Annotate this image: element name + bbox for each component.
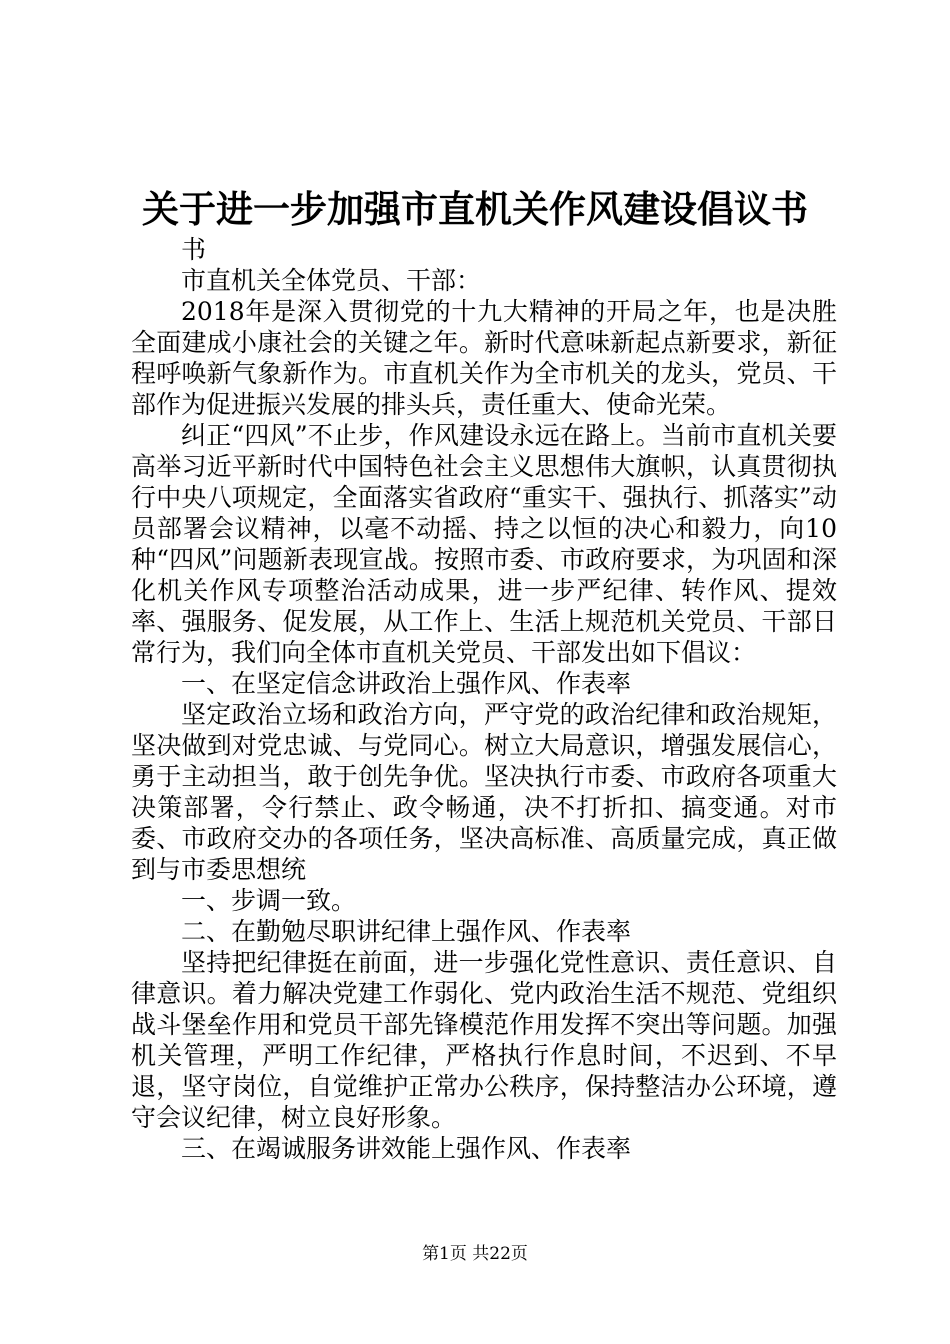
- document-body: [131, 234, 837, 1164]
- paragraph: 坚持把纪律挺在前面，进一步强化党性意识、责任意识、自律意识。着力解决党建工作弱化、党内政治生活不规范、党组织战斗堡垒作用和党员干部先锋模范作用发挥不突出等问题。加强机关管理，严明工作纪律，严格执行作息时间，不迟到、不早退，坚守岗位，自觉维护正常办公秩序，保持整洁办公环境，遵守会议纪律，树立良好形象。: [131, 948, 837, 1132]
- paragraph: 一、步调一致。: [181, 886, 357, 915]
- section-heading: 三、在竭诚服务讲效能上强作风、作表率: [181, 1134, 632, 1163]
- paragraph: 坚定政治立场和政治方向，严守党的政治纪律和政治规矩，坚决做到对党忠诚、与党同心。树立大局意识，增强发展信心，勇于主动担当，敢于创先争优。坚决执行市委、市政府各项重大决策部署，令行禁止、政令畅通，决不打折扣、搞变通。对市委、市政府交办的各项任务，坚决高标准、高质量完成，真正做到与市委思想统: [131, 700, 837, 884]
- paragraph: 2018年是深入贯彻党的十九大精神的开局之年，也是决胜全面建成小康社会的关键之年。新时代意味新起点新要求，新征程呼唤新气象新作为。市直机关作为全市机关的龙头，党员、干部作为促进振兴发展的排头兵，责任重大、使命光荣。: [131, 297, 837, 419]
- paragraph: 纠正“四风”不止步，作风建设永远在路上。当前市直机关要高举习近平新时代中国特色社会主义思想伟大旗帜，认真贯彻执行中央八项规定，全面落实省政府“重实干、强执行、抓落实”动员部署会议精神，以毫不动摇、持之以恒的决心和毅力，向10种“四风”问题新表现宣战。按照市委、市政府要求，为巩固和深化机关作风专项整治活动成果，进一步严纪律、转作风、提效率、强服务、促发展，从工作上、生活上规范机关党员、干部日常行为，我们向全体市直机关党员、干部发出如下倡议：: [131, 421, 837, 667]
- page-number: 第1页 共22页: [422, 1244, 528, 1264]
- salutation: 市直机关全体党员、干部：: [181, 266, 482, 295]
- paragraph: 书: [181, 235, 207, 264]
- document-title: 关于进一步加强市直机关作风建设倡议书: [142, 187, 808, 231]
- section-heading: 二、在勤勉尽职讲纪律上强作风、作表率: [181, 917, 632, 946]
- section-heading: 一、在坚定信念讲政治上强作风、作表率: [181, 669, 632, 698]
